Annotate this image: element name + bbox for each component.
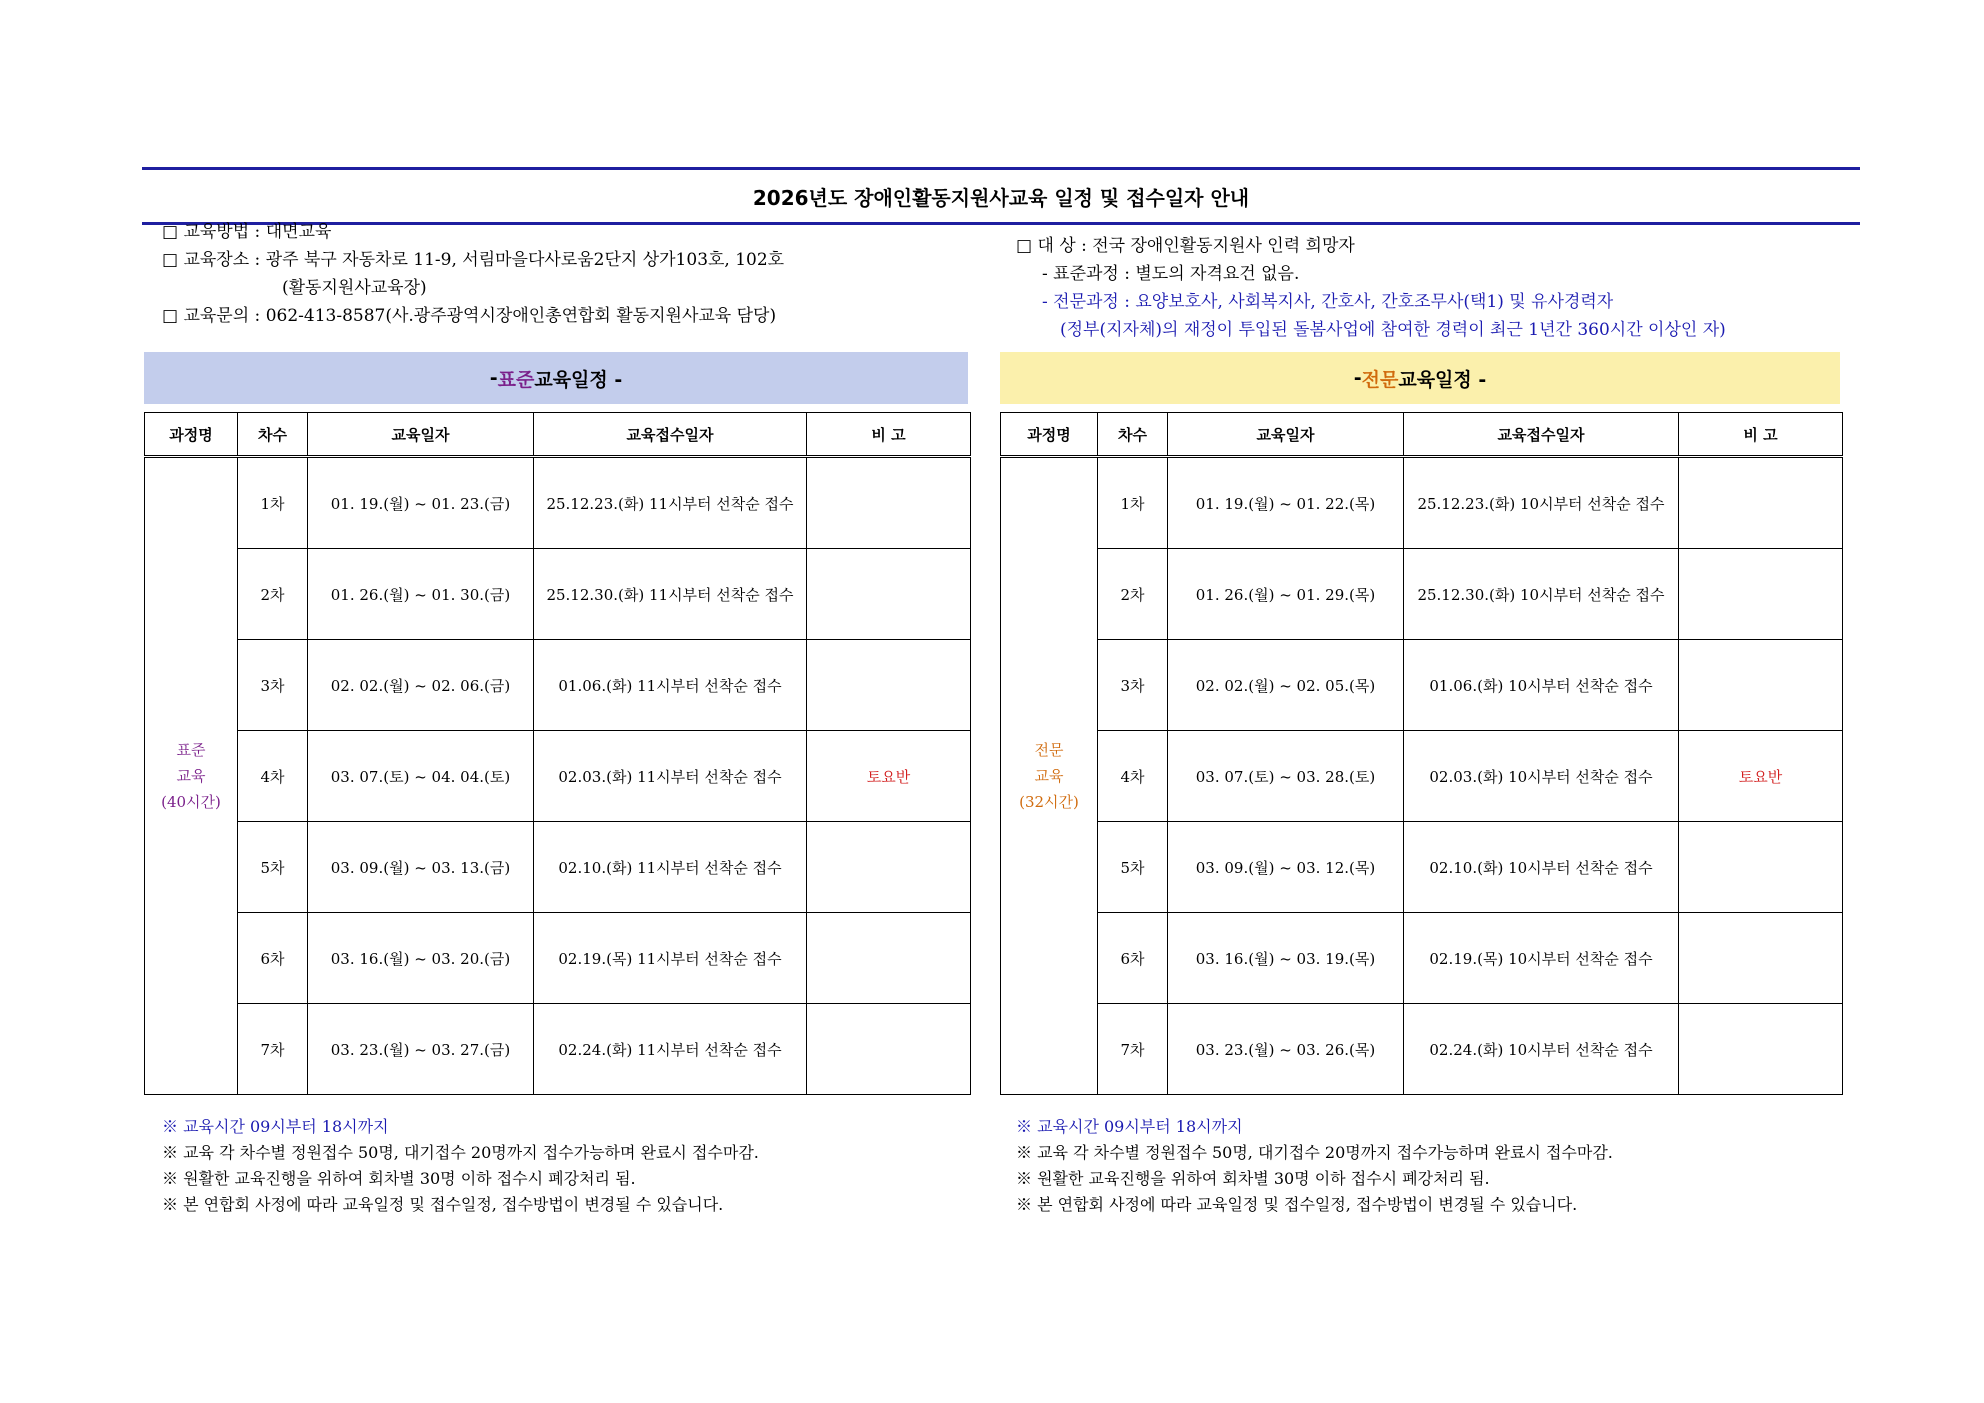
info-method: □ 교육방법 : 대면교육 [162, 222, 332, 242]
header-note: 비 고 [1679, 413, 1843, 457]
info-expert-sub: (정부(지자체)의 재정이 투입된 돌봄사업에 참여한 경력이 최근 1년간 360시간 이상인 자) [1060, 320, 1726, 340]
note-cell [807, 1004, 971, 1095]
expert-notes [1016, 1114, 1613, 1218]
reception-cell: 02.24.(화) 10시부터 선착순 접수 [1404, 1004, 1679, 1095]
round-cell: 2차 [238, 549, 308, 640]
round-cell: 6차 [238, 913, 308, 1004]
note-cancel: ※ 원활한 교육진행을 위하여 회차별 30명 이하 접수시 폐강처리 됨. [162, 1169, 636, 1188]
note-cell [1679, 913, 1843, 1004]
standard-banner-suffix: 교육일정 - [534, 368, 623, 391]
header-course: 과정명 [145, 413, 238, 457]
table-row [145, 1004, 971, 1095]
reception-cell: 01.06.(화) 10시부터 선착순 접수 [1404, 640, 1679, 731]
standard-notes [162, 1114, 759, 1218]
reception-cell: 02.10.(화) 11시부터 선착순 접수 [534, 822, 807, 913]
dates-cell: 03. 16.(월) ~ 03. 19.(목) [1168, 913, 1404, 1004]
note-cell [807, 549, 971, 640]
note-cell [807, 822, 971, 913]
table-row [1001, 457, 1843, 549]
reception-cell: 02.10.(화) 10시부터 선착순 접수 [1404, 822, 1679, 913]
note-time: ※ 교육시간 09시부터 18시까지 [1016, 1117, 1243, 1136]
course-name-line: (40시간) [161, 793, 221, 811]
reception-cell: 02.24.(화) 11시부터 선착순 접수 [534, 1004, 807, 1095]
note-time: ※ 교육시간 09시부터 18시까지 [162, 1117, 389, 1136]
dates-cell: 03. 16.(월) ~ 03. 20.(금) [308, 913, 534, 1004]
reception-cell: 02.03.(화) 11시부터 선착순 접수 [534, 731, 807, 822]
header-reception: 교육접수일자 [534, 413, 807, 457]
info-standard: - 표준과정 : 별도의 자격요건 없음. [1042, 264, 1300, 284]
reception-cell: 25.12.30.(화) 11시부터 선착순 접수 [534, 549, 807, 640]
table-row [1001, 640, 1843, 731]
dates-cell: 02. 02.(월) ~ 02. 05.(목) [1168, 640, 1404, 731]
info-place-sub: (활동지원사교육장) [282, 278, 427, 298]
note-cell [807, 457, 971, 549]
table-row [1001, 913, 1843, 1004]
standard-banner-highlight: 표준 [497, 368, 535, 391]
info-left [162, 218, 784, 330]
table-row [145, 731, 971, 822]
course-name-line: (32시간) [1019, 793, 1079, 811]
expert-banner [1000, 352, 1840, 404]
expert-banner-suffix: 교육일정 - [1398, 368, 1487, 391]
course-name-line: 교육 [176, 767, 206, 785]
reception-cell: 25.12.23.(화) 11시부터 선착순 접수 [534, 457, 807, 549]
info-expert: - 전문과정 : 요양보호사, 사회복지사, 간호사, 간호조무사(택1) 및 유사경력자 [1042, 292, 1614, 312]
course-name-line: 전문 [1034, 741, 1064, 759]
info-target: □ 대 상 : 전국 장애인활동지원사 인력 희망자 [1016, 236, 1355, 256]
standard-table [144, 412, 971, 1095]
note-cell [1679, 1004, 1843, 1095]
table-row [1001, 549, 1843, 640]
reception-cell: 02.19.(목) 10시부터 선착순 접수 [1404, 913, 1679, 1004]
table-row [145, 640, 971, 731]
course-name-line: 표준 [176, 741, 206, 759]
note-cancel: ※ 원활한 교육진행을 위하여 회차별 30명 이하 접수시 폐강처리 됨. [1016, 1169, 1490, 1188]
title-bar [142, 167, 1860, 225]
reception-cell: 02.19.(목) 11시부터 선착순 접수 [534, 913, 807, 1004]
table-row [145, 822, 971, 913]
note-cell: 토요반 [807, 731, 971, 822]
round-cell: 2차 [1098, 549, 1168, 640]
note-change: ※ 본 연합회 사정에 따라 교육일정 및 접수일정, 접수방법이 변경될 수 있습니다. [162, 1195, 724, 1214]
note-change: ※ 본 연합회 사정에 따라 교육일정 및 접수일정, 접수방법이 변경될 수 있습니다. [1016, 1195, 1578, 1214]
dates-cell: 03. 07.(토) ~ 04. 04.(토) [308, 731, 534, 822]
course-name-line: 교육 [1034, 767, 1064, 785]
note-cell [807, 913, 971, 1004]
reception-cell: 25.12.23.(화) 10시부터 선착순 접수 [1404, 457, 1679, 549]
dates-cell: 03. 07.(토) ~ 03. 28.(토) [1168, 731, 1404, 822]
note-cell [1679, 822, 1843, 913]
course-name-cell [145, 457, 238, 1095]
reception-cell: 01.06.(화) 11시부터 선착순 접수 [534, 640, 807, 731]
note-cell [807, 640, 971, 731]
dates-cell: 03. 09.(월) ~ 03. 12.(목) [1168, 822, 1404, 913]
course-name-cell [1001, 457, 1098, 1095]
dates-cell: 01. 26.(월) ~ 01. 29.(목) [1168, 549, 1404, 640]
standard-header-row [145, 413, 971, 457]
round-cell: 5차 [238, 822, 308, 913]
expert-banner-highlight: 전문 [1361, 368, 1399, 391]
info-place: □ 교육장소 : 광주 북구 자동차로 11-9, 서림마을다사로움2단지 상가103호, 102호 [162, 250, 785, 270]
dates-cell: 02. 02.(월) ~ 02. 06.(금) [308, 640, 534, 731]
table-row [145, 549, 971, 640]
dates-cell: 03. 23.(월) ~ 03. 26.(목) [1168, 1004, 1404, 1095]
round-cell: 6차 [1098, 913, 1168, 1004]
round-cell: 1차 [238, 457, 308, 549]
round-cell: 5차 [1098, 822, 1168, 913]
round-cell: 7차 [238, 1004, 308, 1095]
reception-cell: 02.03.(화) 10시부터 선착순 접수 [1404, 731, 1679, 822]
round-cell: 3차 [238, 640, 308, 731]
dates-cell: 03. 23.(월) ~ 03. 27.(금) [308, 1004, 534, 1095]
expert-banner-prefix: - [1353, 367, 1362, 389]
note-cell [1679, 640, 1843, 731]
note-capacity: ※ 교육 각 차수별 정원접수 50명, 대기접수 20명까지 접수가능하며 완료시 접수마감. [162, 1143, 759, 1162]
note-capacity: ※ 교육 각 차수별 정원접수 50명, 대기접수 20명까지 접수가능하며 완료시 접수마감. [1016, 1143, 1613, 1162]
header-course: 과정명 [1001, 413, 1098, 457]
expert-header-row [1001, 413, 1843, 457]
note-cell [1679, 457, 1843, 549]
header-round: 차수 [1098, 413, 1168, 457]
round-cell: 1차 [1098, 457, 1168, 549]
header-dates: 교육일자 [308, 413, 534, 457]
dates-cell: 01. 19.(월) ~ 01. 22.(목) [1168, 457, 1404, 549]
table-row [1001, 731, 1843, 822]
page-title: 2026년도 장애인활동지원사교육 일정 및 접수일자 안내 [752, 185, 1250, 210]
round-cell: 7차 [1098, 1004, 1168, 1095]
dates-cell: 01. 26.(월) ~ 01. 30.(금) [308, 549, 534, 640]
standard-banner [144, 352, 968, 404]
table-row [1001, 822, 1843, 913]
note-cell: 토요반 [1679, 731, 1843, 822]
table-row [1001, 1004, 1843, 1095]
standard-banner-prefix: - [489, 367, 498, 389]
table-row [145, 457, 971, 549]
reception-cell: 25.12.30.(화) 10시부터 선착순 접수 [1404, 549, 1679, 640]
expert-table [1000, 412, 1843, 1095]
round-cell: 4차 [1098, 731, 1168, 822]
table-row [145, 913, 971, 1004]
header-dates: 교육일자 [1168, 413, 1404, 457]
info-right [1016, 232, 1726, 344]
header-round: 차수 [238, 413, 308, 457]
header-note: 비 고 [807, 413, 971, 457]
note-cell [1679, 549, 1843, 640]
header-reception: 교육접수일자 [1404, 413, 1679, 457]
dates-cell: 01. 19.(월) ~ 01. 23.(금) [308, 457, 534, 549]
info-contact: □ 교육문의 : 062-413-8587(사.광주광역시장애인총연합회 활동지원사교육 담당) [162, 306, 777, 326]
round-cell: 4차 [238, 731, 308, 822]
dates-cell: 03. 09.(월) ~ 03. 13.(금) [308, 822, 534, 913]
round-cell: 3차 [1098, 640, 1168, 731]
